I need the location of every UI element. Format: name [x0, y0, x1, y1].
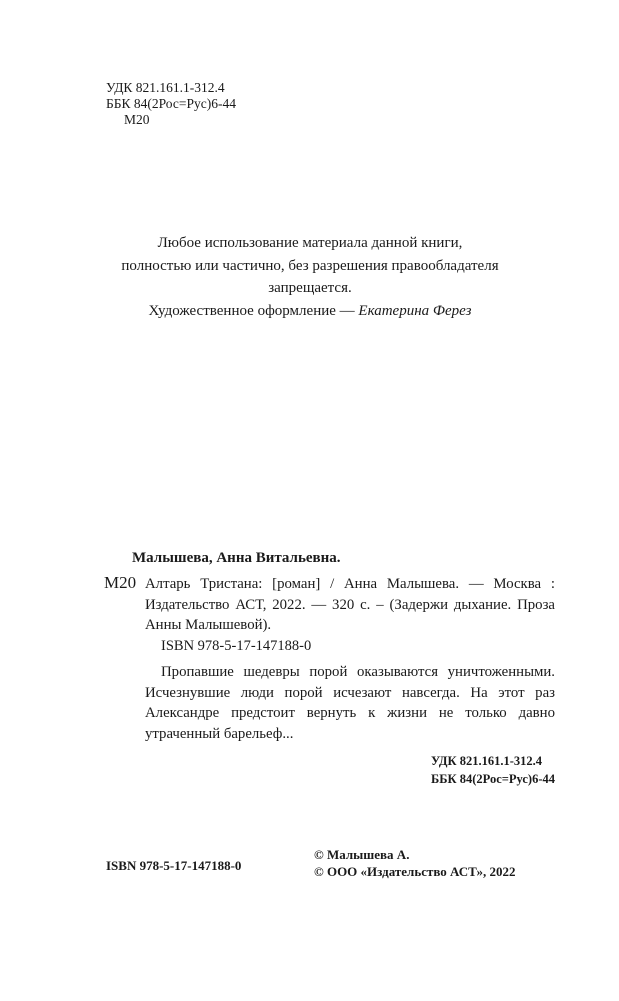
udk-code: УДК 821.161.1-312.4: [106, 80, 225, 95]
bbk-code: ББК 84(2Рос=Рус)6-44: [106, 96, 236, 111]
bottom-classification: [431, 752, 555, 788]
designer-name: Екатерина Ферез: [358, 303, 472, 319]
copyright-notice: [60, 232, 560, 300]
annotation: Пропавшие шедевры порой оказываются уничтоженными. Исчезнувшие люди порой исчезают навсегда. На этот раз Александре предстоит вернуть к жизни не только давно утраченный барельеф...: [145, 664, 555, 743]
author-mark: М20: [124, 112, 150, 127]
design-label: Художественное оформление —: [148, 303, 359, 319]
copyright-block: [314, 846, 516, 880]
bottom-udk: УДК 821.161.1-312.4: [431, 754, 542, 768]
bottom-bbk: ББК 84(2Рос=Рус)6-44: [431, 772, 555, 786]
copyright-publisher: © ООО «Издательство АСТ», 2022: [314, 864, 516, 879]
notice-line-3: запрещается.: [268, 280, 352, 296]
entry-author-mark: М20: [104, 573, 137, 592]
bibliographic-description: Алтарь Тристана: [роман] / Анна Малышева. — Москва : Издательство АСТ, 2022. — 320 с. – (Задержи дыхание. Проза Анны Малышевой).: [145, 576, 555, 633]
classification-block: [106, 80, 236, 128]
notice-line-1: Любое использование материала данной книги,: [157, 235, 463, 251]
design-credit: [60, 303, 560, 320]
bottom-isbn: ISBN 978-5-17-147188-0: [106, 858, 242, 873]
entry-isbn: ISBN 978-5-17-147188-0: [161, 638, 312, 654]
copyright-author: © Малышева А.: [314, 847, 410, 862]
notice-line-2: полностью или частично, без разрешения правообладателя: [121, 257, 499, 274]
author-heading: Малышева, Анна Витальевна.: [132, 550, 341, 566]
